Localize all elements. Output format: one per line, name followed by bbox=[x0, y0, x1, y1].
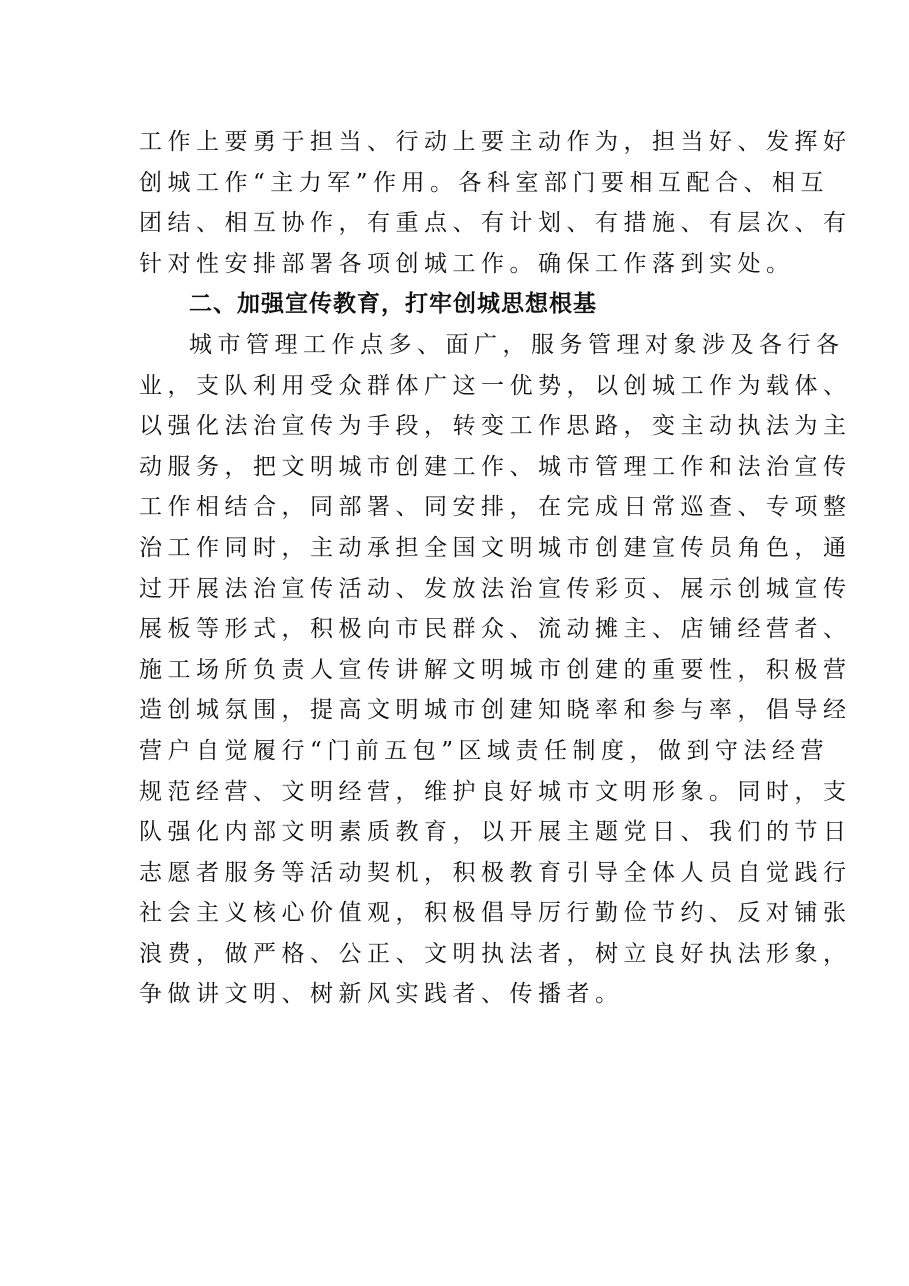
text-line: 创城工作“主力军”作用。各科室部门要相互配合、相互 bbox=[139, 169, 830, 196]
text-line: 展板等形式，积极向市民群众、流动摊主、店铺经营者、 bbox=[139, 616, 852, 643]
text-line: 业，支队利用受众群体广这一优势，以创城工作为载体、 bbox=[139, 372, 852, 399]
section-heading: 二、加强宣传教育，打牢创城思想根基 bbox=[189, 291, 597, 318]
text-line: 造创城氛围，提高文明城市创建知晓率和参与率，倡导经 bbox=[139, 697, 852, 724]
document-body bbox=[139, 122, 852, 1015]
text-line: 规范经营、文明经营，维护良好城市文明形象。同时，支 bbox=[139, 778, 852, 805]
text-line: 以强化法治宣传为手段，转变工作思路，变主动执法为主 bbox=[139, 413, 852, 440]
text-line: 社会主义核心价值观，积极倡导厉行勤俭节约、反对铺张 bbox=[139, 900, 852, 927]
text-line: 工作相结合，同部署、同安排，在完成日常巡查、专项整 bbox=[139, 494, 852, 521]
text-line: 争做讲文明、树新风实践者、传播者。 bbox=[139, 981, 624, 1008]
text-line: 营户自觉履行“门前五包”区域责任制度，做到守法经营 bbox=[139, 737, 830, 764]
text-line: 施工场所负责人宣传讲解文明城市创建的重要性，积极营 bbox=[139, 656, 852, 683]
text-line: 针对性安排部署各项创城工作。确保工作落到实处。 bbox=[139, 250, 795, 277]
text-line: 团结、相互协作，有重点、有计划、有措施、有层次、有 bbox=[139, 210, 852, 237]
text-line: 志愿者服务等活动契机，积极教育引导全体人员自觉践行 bbox=[139, 859, 852, 886]
paragraph-continuation bbox=[139, 122, 852, 284]
text-line: 过开展法治宣传活动、发放法治宣传彩页、展示创城宣传 bbox=[139, 575, 852, 602]
text-line: 治工作同时，主动承担全国文明城市创建宣传员角色，通 bbox=[139, 534, 852, 561]
text-line: 队强化内部文明素质教育，以开展主题党日、我们的节日 bbox=[139, 819, 852, 846]
text-line: 动服务，把文明城市创建工作、城市管理工作和法治宣传 bbox=[139, 453, 852, 480]
text-line: 工作上要勇于担当、行动上要主动作为，担当好、发挥好 bbox=[139, 129, 852, 155]
text-line: 浪费，做严格、公正、文明执法者，树立良好执法形象， bbox=[139, 940, 852, 967]
paragraph-main bbox=[139, 325, 852, 1015]
text-line: 城市管理工作点多、面广，服务管理对象涉及各行各 bbox=[189, 331, 845, 358]
